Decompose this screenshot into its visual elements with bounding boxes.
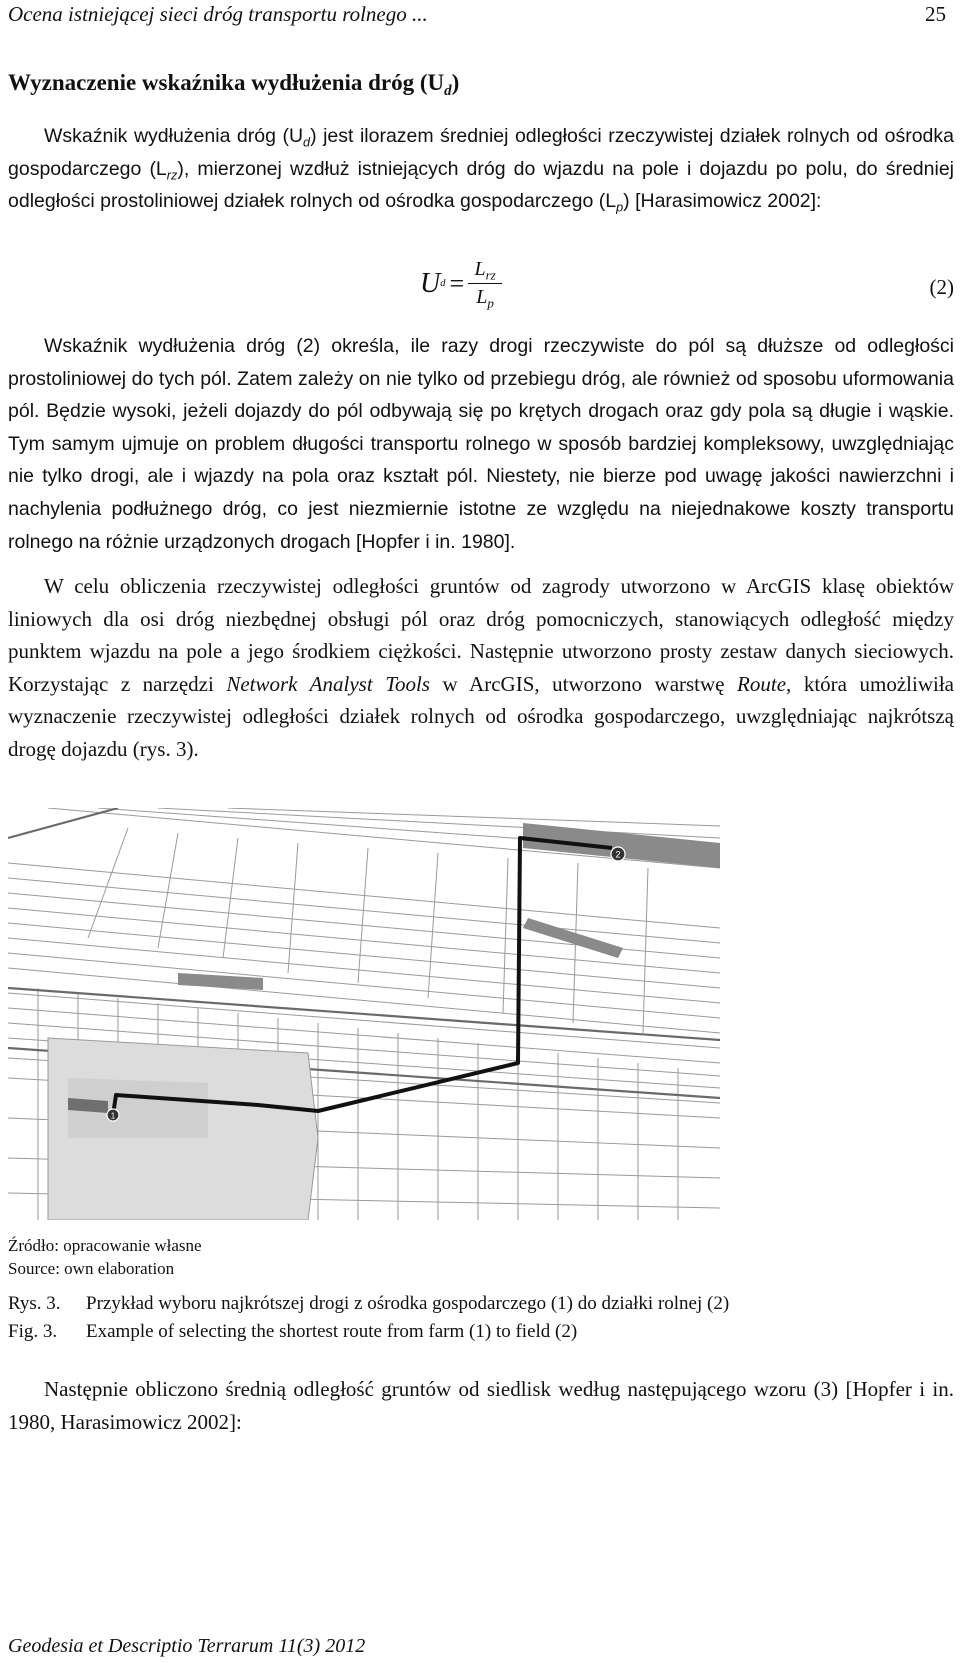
- caption-pl-text: Przykład wyboru najkrótszej drogi z ośrodka gospodarczego (1) do działki rolnej (2): [86, 1293, 730, 1314]
- formula-denominator: [476, 286, 494, 309]
- formula-u: U: [420, 267, 441, 299]
- paragraph-explanation: Wskaźnik wydłużenia dróg (2) określa, ile razy drogi rzeczywiste do pól są dłuższe od odległości prostoliniowej do tych pól. Zatem zależy on nie tylko od przebiegu dróg, ale również od sposobu uformowania pól. Będzie wysoki, jeżeli dojazdy do pól odbywają się po krętych drogach oraz gdy pola są długie i wąskie. Tym samym ujmuje on problem długości transportu rolnego w sposób bardziej kompleksowy, uwzględniając nie tylko drogi, ale i wjazdy na pola oraz kształt pól. Niestety, nie bierze pod uwagę jakości nawierzchni i nachylenia podłużnego dróg, co jest niezmiernie istotne ze względu na niejednakowe koszty transportu rolnego na różnie urządzonych drogach [Hopfer i in. 1980].: [8, 335, 954, 553]
- journal-footer: Geodesia et Descriptio Terrarum 11(3) 2012: [8, 1635, 366, 1657]
- route-map-figure: [8, 808, 720, 1220]
- section-title-text: Wyznaczenie wskaźnika wydłużenia dróg (U: [8, 70, 445, 95]
- para1-a-sub: d: [303, 135, 311, 150]
- equation-number: (2): [929, 275, 954, 299]
- page-number: 25: [925, 2, 946, 26]
- para3-tool-route: Route: [737, 671, 787, 696]
- para1-c-sub: p: [616, 200, 624, 215]
- caption-en-text: Example of selecting the shortest route from farm (1) to field (2): [86, 1321, 578, 1342]
- section-title: [8, 70, 460, 100]
- para1-b: ) jest ilorazem średniej odległości rzeczywistej działek rolnych od ośrodka gospodarczego (L: [8, 125, 954, 180]
- section-title-close: ): [451, 70, 460, 95]
- running-head: [8, 2, 946, 27]
- para1-b-sub: rz: [166, 168, 178, 183]
- para1-c: ), mierzonej wzdłuż istniejących dróg do wjazdu na pole i dojazdu po polu, do średniej odległości prostoliniowej działek rolnych od ośrodka gospodarczego (L: [8, 157, 954, 213]
- para3-b: w ArcGIS, utworzono warstwę: [429, 671, 738, 696]
- formula-equals: =: [449, 268, 465, 298]
- paragraph-definition: [8, 120, 954, 218]
- para3-a: W celu obliczenia rzeczywistej odległości gruntów od zagrody utworzono w ArcGIS klasę obiektów liniowych dla osi dróg niezbędnej obsługi pól oraz dróg pomocniczych, stanowiących odległość między punktem wjazdu na pole a jego środkiem ciężkości. Następnie utworzono prosty zestaw danych sieciowych. Korzystając z narzędzi: [8, 574, 954, 696]
- running-title: Ocena istniejącej sieci dróg transportu rolnego ...: [8, 2, 428, 26]
- formula-numerator: [474, 258, 495, 281]
- para1-d: ) [Harasimowicz 2002]:: [623, 190, 822, 213]
- paragraph-next: Następnie obliczono średnią odległość gruntów od siedlisk według następującego wzoru (3) [Hopfer i in. 1980, Harasimowicz 2002]:: [8, 1377, 954, 1434]
- caption-pl: [8, 1293, 729, 1315]
- marker-field-label: 2: [615, 849, 621, 860]
- para1-a: Wskaźnik wydłużenia dróg (U: [44, 125, 304, 147]
- caption-en-label: Fig. 3.: [8, 1321, 58, 1342]
- fraction-bar: [468, 283, 502, 284]
- formula-fraction: [468, 258, 502, 309]
- formula-den-l: L: [476, 286, 488, 308]
- para3-tool-network: Network Analyst Tools: [226, 671, 430, 696]
- source-en: Source: own elaboration: [8, 1259, 175, 1278]
- paragraph-method: [8, 570, 954, 766]
- formula-num-l: L: [474, 258, 486, 280]
- formula-2: U d = $\frac{L_{rz}}{L_p}$: [420, 258, 502, 309]
- para3-c: , która umożliwiła wyznaczenie rzeczywistej odległości działek rolnych od ośrodka gospodarczego, uwzględniając najkrótszą drogę dojazdu (rys. 3).: [8, 671, 954, 761]
- marker-farm-label: 1: [110, 1111, 116, 1121]
- section-title-sub: d: [444, 83, 452, 100]
- source-pl: Źródło: opracowanie własne: [8, 1236, 202, 1255]
- formula-num-sub: rz: [485, 267, 496, 283]
- caption-en: [8, 1321, 577, 1343]
- formula-den-sub: p: [487, 295, 494, 311]
- caption-pl-label: Rys. 3.: [8, 1293, 61, 1314]
